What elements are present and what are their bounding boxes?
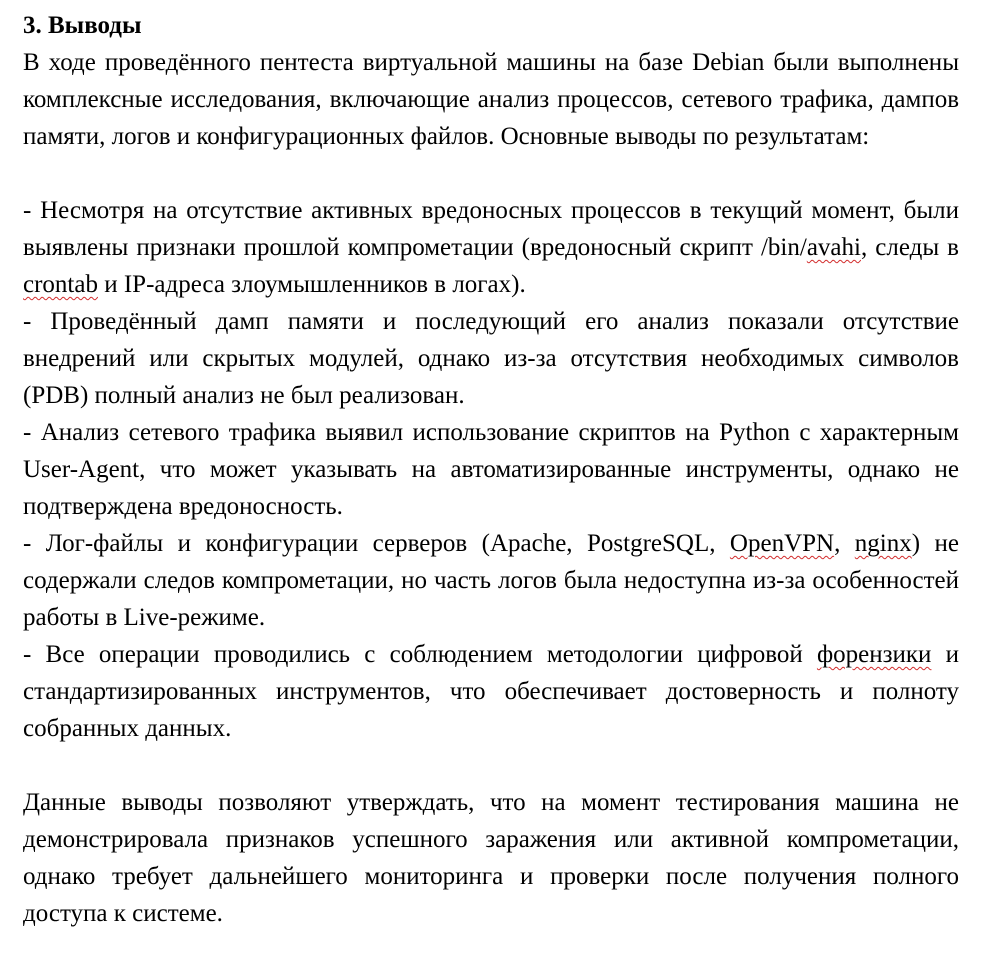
intro-paragraph: В ходе проведённого пентеста виртуальной машины на базе Debian были выполнены комплексные исследования, включающие анализ процессов, сетевого трафика, дампов памяти, логов и конфигурационных файлов. Основные выводы по результатам: (23, 49, 959, 150)
finding-paragraph-3: - Анализ сетевого трафика выявил использование скриптов на Python с характерным User-Agent, что может указывать на автоматизированные инструменты, однако не подтверждена вредоносность. (23, 419, 959, 520)
conclusion-paragraph: Данные выводы позволяют утверждать, что на момент тестирования машина не демонстрировала признаков успешного заражения или активной компрометации, однако требует дальнейшего мониторинга и проверки после получения полного доступа к системе. (23, 789, 959, 927)
finding-text: - Несмотря на отсутствие активных вредоносных процессов в текущий момент, были выявлены признаки прошлой компрометации (вредоносный скрипт /bin/ (23, 197, 959, 261)
spellcheck-word: OpenVPN (729, 530, 835, 557)
finding-text: , (834, 530, 855, 557)
finding-text: и стандартизированных инструментов, что обеспечивает достоверность и полноту собранных данных. (23, 641, 959, 742)
finding-text: и IP-адреса злоумышленников в логах). (97, 271, 526, 298)
finding-paragraph-4 (23, 525, 959, 636)
blank-line (23, 747, 959, 784)
document-body (23, 7, 959, 932)
finding-paragraph-2: - Проведённый дамп памяти и последующий его анализ показали отсутствие внедрений или скрытых модулей, однако из-за отсутствия необходимых символов (PDB) полный анализ не был реализован. (23, 308, 959, 409)
spellcheck-word: crontab (23, 271, 98, 298)
finding-text: , следы в (860, 234, 959, 261)
finding-text: - Лог-файлы и конфигурации серверов (Apache, PostgreSQL, (23, 530, 730, 557)
spellcheck-word: nginx (854, 530, 912, 557)
spellcheck-word: avahi (806, 234, 861, 261)
finding-paragraph-5 (23, 636, 959, 747)
spellcheck-word: форензики (816, 641, 932, 668)
blank-line (23, 155, 959, 192)
finding-text: - Все операции проводились с соблюдением методологии цифровой (23, 641, 817, 668)
finding-paragraph-1 (23, 192, 959, 303)
finding-text: ) не содержали следов компрометации, но часть логов была недоступна из-за особенностей работы в Live-режиме. (23, 530, 959, 631)
section-heading: 3. Выводы (23, 12, 142, 39)
